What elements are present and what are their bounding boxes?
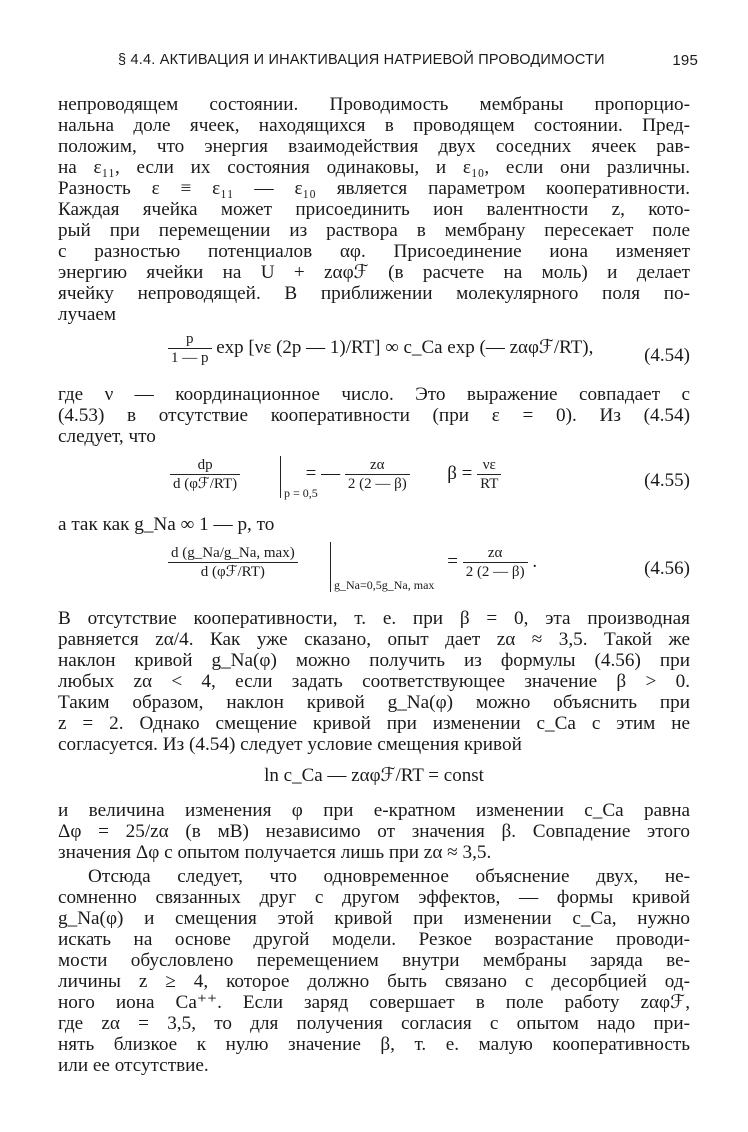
equation-shift-condition: ln c_Ca — zαφℱ/RT = const xyxy=(264,765,484,786)
fraction: $\frac{dp}{\text{d (φℱ/RT)}}$ xyxy=(170,456,240,493)
text-line: наклон кривой g_Na(φ) можно получить из формулы (4.56) при xyxy=(58,650,690,671)
equation-body: = — xyxy=(305,462,341,484)
equation-number: (4.54) xyxy=(644,345,690,366)
text-line: с разностью потенциалов αφ. Присоединение иона изменяет xyxy=(58,241,690,262)
section-title: § 4.4. АКТИВАЦИЯ И ИНАКТИВАЦИЯ НАТРИЕВОЙ ПРОВОДИМОСТИ xyxy=(118,52,605,68)
text-line: нять близкое к нулю значение β, т. е. малую кооперативность xyxy=(58,1034,690,1055)
fraction: $\frac{\nu\varepsilon}{RT}$ xyxy=(477,456,501,493)
text-line: Δφ = 25/zα (в мВ) независимо от значения β. Совпадение этого xyxy=(58,821,690,842)
text-line: ячейку непроводящей. В приближении молекулярного поля по- xyxy=(58,283,690,304)
text-line: Отсюда следует, что одновременное объяснение двух, не- xyxy=(88,866,690,887)
equation-number: (4.56) xyxy=(644,558,690,579)
equation-number: (4.55) xyxy=(644,470,690,491)
text-line: где zα = 3,5, то для получения согласия с опытом надо при- xyxy=(58,1013,690,1034)
text-line: значения Δφ с опытом получается лишь при zα ≈ 3,5. xyxy=(58,842,492,863)
text-line: нальна доле ячеек, находящихся в проводящем состоянии. Пред- xyxy=(58,115,690,136)
text-line: рый при перемещении из раствора в мембрану пересекает поле xyxy=(58,220,690,241)
text-line: (4.53) в отсутствие кооперативности (при ε = 0). Из (4.54) xyxy=(58,405,690,426)
text-line: на ε₁₁, если их состояния одинаковы, и ε₁₀, если они различны. xyxy=(58,157,690,178)
running-header xyxy=(118,52,698,76)
text-line: лучаем xyxy=(58,304,116,325)
text-line: личины z ≥ 4, которое должно быть связано с десорбцией од- xyxy=(58,971,690,992)
text-line: сомненно связанных друг с другом эффектов, — формы кривой xyxy=(58,887,690,908)
equation-body: = xyxy=(447,550,458,572)
text-line: В отсутствие кооперативности, т. е. при β = 0, эта производная xyxy=(58,608,690,629)
evaluation-condition: g_Na=0,5g_Na, max xyxy=(334,578,435,592)
paragraph-2 xyxy=(58,384,690,447)
equation-body: exp [νε (2p — 1)/RT] ∞ c_Ca exp (— zαφℱ/RT), xyxy=(216,336,594,358)
fraction: $\frac{p}{1 — p}$ xyxy=(168,330,212,367)
text-line: энергию ячейки на U + zαφℱ (в расчете на моль) и делает xyxy=(58,262,690,283)
text-line: или ее отсутствие. xyxy=(58,1055,209,1076)
equation-4-56: $\frac{d (g\_Na/g\_Na, \max)}{\text{d (φℱ/RT)}}$ = $\frac{z\alpha}{2 (2 — \beta)}$ . xyxy=(168,544,537,581)
evaluation-bar xyxy=(280,456,281,498)
fraction: $\frac{z\alpha}{2 (2 — \beta)}$ xyxy=(463,544,528,581)
evaluation-bar xyxy=(330,542,331,592)
text-line: положим, что энергия взаимодействия двух соседних ячеек рав- xyxy=(58,136,690,157)
equation-4-55 xyxy=(170,456,501,493)
text-line: и величина изменения φ при e-кратном изменении c_Ca равна xyxy=(58,800,690,821)
paragraph-1 xyxy=(58,94,690,325)
text-line: равняется zα/4. Как уже сказано, опыт дает zα ≈ 3,5. Такой же xyxy=(58,629,690,650)
text-line: мости обусловлено перемещением внутри мембраны заряда ве- xyxy=(58,950,690,971)
text-line: согласуется. Из (4.54) следует условие смещения кривой xyxy=(58,734,522,755)
text-line: Таким образом, наклон кривой g_Na(φ) можно объяснить при xyxy=(58,692,690,713)
text-line: любых zα < 4, если задать соответствующее значение β > 0. xyxy=(58,671,690,692)
text-line: где ν — координационное число. Это выражение совпадает с xyxy=(58,384,690,405)
equation-body: β = xyxy=(447,462,473,484)
text-line: Разность ε ≡ ε₁₁ — ε₁₀ является параметром кооперативности. xyxy=(58,178,690,199)
text-line: следует, что xyxy=(58,426,156,447)
equation-4-54 xyxy=(168,330,593,367)
paragraph-4 xyxy=(58,608,690,755)
text-line: z = 2. Однако смещение кривой при изменении c_Ca с этим не xyxy=(58,713,690,734)
page-number: 195 xyxy=(672,52,698,69)
text-line: ного иона Ca⁺⁺. Если заряд совершает в поле работу zαφℱ, xyxy=(58,992,690,1013)
text-line: а так как g_Na ∞ 1 — p, то xyxy=(58,514,275,535)
fraction: $\frac{d (g\_Na/g\_Na, \max)}{\text{d (φℱ/RT)}}$ xyxy=(168,544,298,581)
evaluation-condition: p = 0,5 xyxy=(284,486,318,500)
paragraph-6 xyxy=(58,866,690,1076)
text-line: искать на основе другой модели. Резкое возрастание проводи- xyxy=(58,929,690,950)
text-line: Каждая ячейка может присоединить ион валентности z, кото- xyxy=(58,199,690,220)
paragraph-3 xyxy=(58,514,690,535)
text-line: непроводящем состоянии. Проводимость мембраны пропорцио- xyxy=(58,94,690,115)
text-line: g_Na(φ) и смещения этой кривой при изменении c_Ca, нужно xyxy=(58,908,690,929)
fraction: $\frac{z\alpha}{2 (2 — \beta)}$ xyxy=(345,456,410,493)
paragraph-5 xyxy=(58,800,690,863)
